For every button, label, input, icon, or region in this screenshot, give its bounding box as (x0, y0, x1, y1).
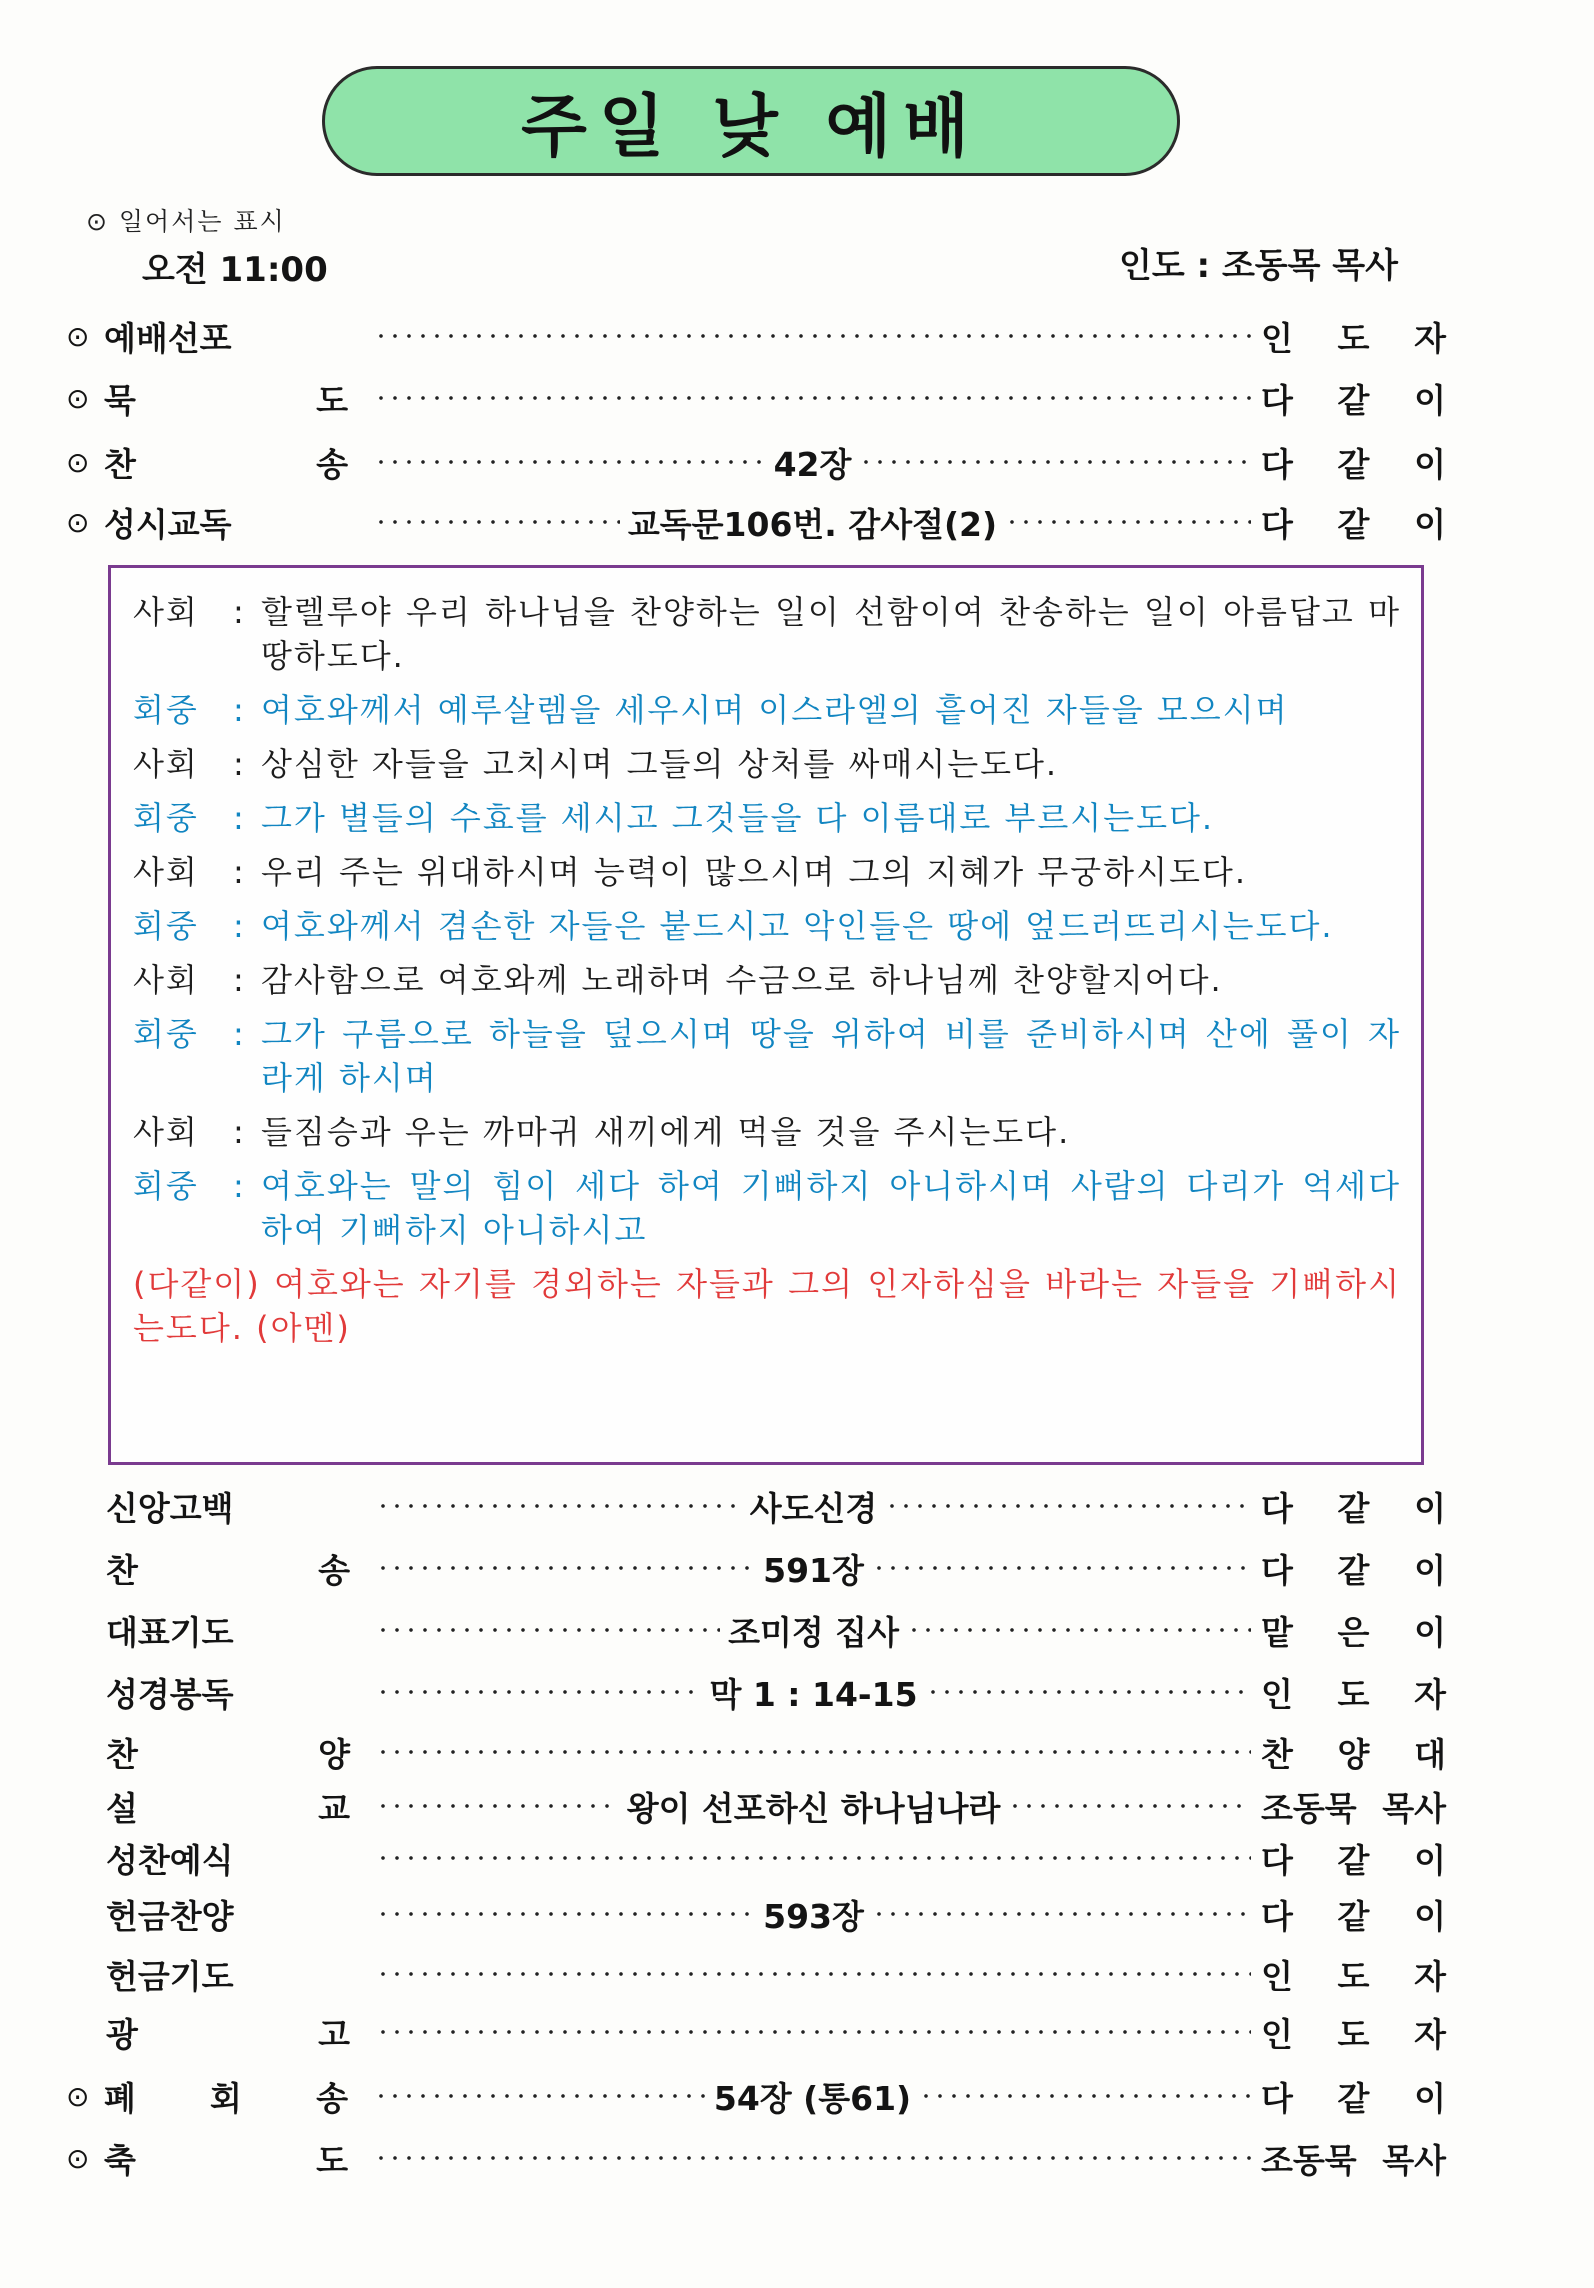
order-item-detail: 조미정 집사 (728, 1612, 899, 1652)
order-item-detail: 왕이 선포하신 하나님나라 (626, 1788, 1001, 1828)
order-item-label: 헌금찬양 (106, 1896, 234, 1936)
order-item-who: 다 같 이 (1261, 1840, 1446, 1880)
reading-text: 여호와는 말의 힘이 세다 하여 기뻐하지 아니하시며 사람의 다리가 억세다 하여 기뻐하지 아니하시고 (261, 1167, 1401, 1249)
reading-text-all (133, 1262, 1401, 1350)
standing-mark-icon: ⊙ (66, 2141, 90, 2175)
order-item-who: 다 같 이 (1261, 380, 1446, 420)
order-item-who: 다 같 이 (1261, 444, 1446, 484)
order-item-who: 인 도 자 (1261, 318, 1446, 358)
reading-line-congregation: 회중 : 그가 구름으로 하늘을 덮으시며 땅을 위하여 비를 준비하시며 산에 풀이 자라게 하시며 (133, 1012, 1401, 1100)
reading-speaker: 회중 (133, 907, 199, 945)
order-row (66, 2070, 1446, 2122)
order-item-label: 광 고 (106, 2014, 350, 2054)
order-item-label: 축 도 (104, 2140, 348, 2180)
reading-speaker: 사회 (133, 961, 199, 999)
order-row (106, 2006, 1446, 2058)
dot-leader (376, 1971, 1251, 1977)
standing-mark-icon: ⊙ (66, 505, 90, 539)
reading-text: 들짐승과 우는 까마귀 새끼에게 먹을 것을 주시는도다. (261, 1113, 1071, 1151)
order-item-who: 다 같 이 (1261, 1896, 1446, 1936)
order-item-label: 묵 도 (104, 380, 348, 420)
order-row (106, 1666, 1446, 1718)
order-row (66, 436, 1446, 488)
dot-leader (374, 2155, 1251, 2161)
order-item-label: 신앙고백 (106, 1488, 234, 1528)
standing-legend: ⊙ 일어서는 표시 (86, 207, 286, 236)
order-item-who: 다 같 이 (1261, 1550, 1446, 1590)
order-item-detail: 593장 (763, 1896, 864, 1936)
reading-text: 여호와께서 예루살렘을 세우시며 이스라엘의 흩어진 자들을 모으시며 (261, 691, 1289, 729)
reading-line-all (133, 1262, 1401, 1350)
dot-leader (374, 2073, 1251, 2120)
order-row (106, 1780, 1446, 1832)
reading-speaker: 회중 (133, 1015, 199, 1053)
reading-speaker: 사회 (133, 853, 199, 891)
reading-speaker: 회중 (133, 799, 199, 837)
order-row (106, 1888, 1446, 1940)
reading-text: 그가 구름으로 하늘을 덮으시며 땅을 위하여 비를 준비하시며 산에 풀이 자라게 하시며 (261, 1015, 1401, 1097)
order-item-label: 찬 송 (106, 1550, 350, 1590)
order-item-detail: 교독문106번. 감사절(2) (627, 504, 998, 544)
dot-leader (374, 395, 1251, 401)
reading-line-leader: 사회 : 상심한 자들을 고치시며 그들의 상처를 싸매시는도다. (133, 742, 1401, 786)
service-leader: 인도 : 조동목 목사 (1118, 246, 1398, 286)
order-item-who: 다 같 이 (1261, 504, 1446, 544)
reading-line-congregation: 회중 : 여호와께서 예루살렘을 세우시며 이스라엘의 흩어진 자들을 모으시며 (133, 688, 1401, 732)
reading-text: 상심한 자들을 고치시며 그들의 상처를 싸매시는도다. (261, 745, 1059, 783)
dot-leader (374, 439, 1251, 486)
reading-text: 우리 주는 위대하시며 능력이 많으시며 그의 지혜가 무궁하시도다. (261, 853, 1248, 891)
order-item-who: 인 도 자 (1261, 1674, 1446, 1714)
dot-leader (374, 499, 1251, 546)
dot-leader (374, 333, 1251, 339)
reading-speaker: (다같이) (133, 1265, 261, 1303)
reading-line-congregation: 회중 : 그가 별들의 수효를 세시고 그것들을 다 이름대로 부르시는도다. (133, 796, 1401, 840)
order-item-who: 인 도 자 (1261, 1956, 1446, 1996)
order-row (106, 1480, 1446, 1532)
order-item-who: 조동묵 목사 (1261, 1788, 1446, 1828)
dot-leader (376, 1483, 1251, 1530)
reading-line-congregation: 회중 : 여호와는 말의 힘이 세다 하여 기뻐하지 아니하시며 사람의 다리가 억세다 하여 기뻐하지 아니하시고 (133, 1164, 1401, 1252)
order-row (66, 372, 1446, 424)
standing-mark-icon: ⊙ (66, 381, 90, 415)
order-item-detail: 사도신경 (749, 1488, 878, 1528)
order-item-label: 찬 양 (106, 1734, 350, 1774)
order-item-label: 성경봉독 (106, 1674, 234, 1714)
reading-text: 그가 별들의 수효를 세시고 그것들을 다 이름대로 부르시는도다. (261, 799, 1215, 837)
dot-leader (376, 1607, 1251, 1654)
order-item-detail: 54장 (통61) (713, 2078, 912, 2118)
order-item-label: 폐 회 송 (104, 2078, 348, 2118)
page-title: 주일 낮 예배 (521, 87, 981, 167)
service-time: 오전 11:00 (142, 250, 328, 290)
order-row (106, 1542, 1446, 1594)
order-row (106, 1832, 1446, 1884)
reading-line-congregation: 회중 : 여호와께서 겸손한 자들은 붙드시고 악인들은 땅에 엎드러뜨리시는도다. (133, 904, 1401, 948)
reading-text: 할렐루야 우리 하나님을 찬양하는 일이 선함이여 찬송하는 일이 아름답고 마땅하도다. (261, 593, 1401, 675)
order-item-label: 예배선포 (104, 318, 232, 358)
responsive-reading-box (108, 565, 1424, 1465)
dot-leader (376, 1891, 1251, 1938)
order-item-who: 다 같 이 (1261, 2078, 1446, 2118)
order-row (106, 1604, 1446, 1656)
reading-speaker: 회중 (133, 1167, 199, 1205)
standing-mark-icon: ⊙ (66, 2079, 90, 2113)
order-item-detail: 42장 (773, 444, 852, 484)
reading-text: 감사함으로 여호와께 노래하며 수금으로 하나님께 찬양할지어다. (261, 961, 1223, 999)
order-row (106, 1948, 1446, 2000)
reading-line-leader: 사회 : 할렐루야 우리 하나님을 찬양하는 일이 선함이여 찬송하는 일이 아름답고 마땅하도다. (133, 590, 1401, 678)
order-row (66, 496, 1446, 548)
reading-line-leader: 사회 : 감사함으로 여호와께 노래하며 수금으로 하나님께 찬양할지어다. (133, 958, 1401, 1002)
dot-leader (376, 1545, 1251, 1592)
order-item-label: 찬 송 (104, 444, 348, 484)
reading-line-leader: 사회 : 들짐승과 우는 까마귀 새끼에게 먹을 것을 주시는도다. (133, 1110, 1401, 1154)
order-item-who: 찬 양 대 (1261, 1734, 1446, 1774)
order-item-who: 조동묵 목사 (1261, 2140, 1446, 2180)
order-item-label: 헌금기도 (106, 1956, 234, 1996)
order-item-label: 성시교독 (104, 504, 232, 544)
dot-leader (376, 1855, 1251, 1861)
reading-speaker: 사회 (133, 593, 199, 631)
dot-leader (376, 2029, 1251, 2035)
order-row (66, 310, 1446, 362)
reading-line-leader: 사회 : 우리 주는 위대하시며 능력이 많으시며 그의 지혜가 무궁하시도다. (133, 850, 1401, 894)
dot-leader (376, 1749, 1251, 1755)
title-banner (322, 66, 1180, 176)
order-item-who: 인 도 자 (1261, 2014, 1446, 2054)
order-item-detail: 막 1 : 14-15 (709, 1674, 918, 1714)
order-row (66, 2132, 1446, 2184)
order-item-detail: 591장 (763, 1550, 864, 1590)
order-item-who: 맡 은 이 (1261, 1612, 1446, 1652)
order-row (106, 1726, 1446, 1778)
order-item-label: 대표기도 (106, 1612, 234, 1652)
reading-text: 여호와는 자기를 경외하는 자들과 그의 인자하심을 바라는 자들을 기뻐하시는도다. (아멘) (133, 1265, 1402, 1347)
reading-speaker: 사회 (133, 1113, 199, 1151)
reading-speaker: 회중 (133, 691, 199, 729)
reading-speaker: 사회 (133, 745, 199, 783)
dot-leader (376, 1783, 1251, 1830)
standing-mark-icon: ⊙ (66, 445, 90, 479)
order-item-label: 성찬예식 (106, 1840, 234, 1880)
order-item-label: 설 교 (106, 1788, 350, 1828)
order-item-who: 다 같 이 (1261, 1488, 1446, 1528)
reading-text: 여호와께서 겸손한 자들은 붙드시고 악인들은 땅에 엎드러뜨리시는도다. (261, 907, 1334, 945)
standing-mark-icon: ⊙ (66, 319, 90, 353)
dot-leader (376, 1669, 1251, 1716)
